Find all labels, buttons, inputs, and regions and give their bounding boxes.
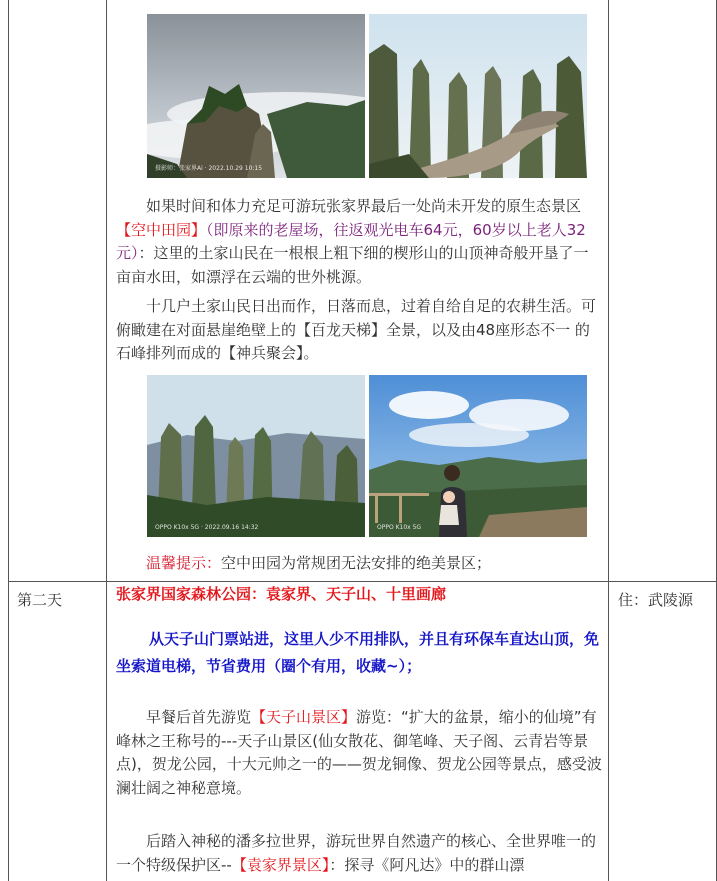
photo-stone-forest-valley [147, 375, 365, 537]
price-info: （即原来的老屋场，往返观光电车64元，60岁以上老人32元） [116, 220, 586, 262]
day2-highlight [116, 626, 602, 680]
paragraph-tianzi-mountain [116, 706, 602, 800]
day-label: 第二天 [17, 591, 63, 609]
paragraph-farming-life [116, 295, 602, 366]
intro-text: 如果时间和体力充足可游玩张家界最后一处尚未开发的原生态景区 [146, 197, 582, 215]
spot-tianzi-mountain: 【天子山景区】 [251, 708, 357, 726]
tip-text: 空中田园为常规团无法安排的绝美景区； [221, 554, 492, 572]
farming-life-text: 十几户土家山民日出而作，日落而息，过着自给自足的农耕生活。可俯瞰建在对面悬崖绝壁上的【百龙天梯】全景，以及由48座形态不一 的石峰排列而成的【神兵聚会】。 [116, 297, 597, 362]
photo-watermark: 摄影师：张家界Ai · 2022.10.29 10:15 [155, 165, 263, 172]
table-border-col2 [608, 0, 609, 881]
highlight-text: 从天子山门票站进，这里人少不用排队，并且有环保车直达山顶，免坐索道电梯，节省费用（圈个有用，收藏~）； [116, 630, 600, 675]
photo-watermark: OPPO K10x 5G · 2022.09.16 14:32 [155, 524, 259, 531]
table-border-col1 [106, 0, 107, 881]
lead-text: 早餐后首先游览 [146, 708, 252, 726]
photo-watermark: OPPO K10x 5G [377, 524, 422, 531]
yuanjiajie-description: ：探寻《阿凡达》中的群山漂 [329, 855, 525, 874]
spot-yuanjiajie: 【袁家界景区】 [231, 855, 330, 874]
description-text: ：这里的土家山民在一根根上粗下细的楔形山的山顶神奇般开垦了一亩亩水田，如漂浮在云端的世外桃源。 [116, 244, 589, 286]
tip-line [146, 552, 602, 576]
photo-cloud-sea-peaks [147, 14, 365, 178]
paragraph-yuanjiajie [116, 830, 602, 877]
photo-visitor-viewpoint [369, 375, 587, 537]
tianzi-description: 游览：“扩大的盆景，缩小的仙境”有峰林之王称号的---天子山景区(仙女散花、御笔峰、天子阁、云青岩等景点)，贺龙公园，十大元帅之一的——贺龙铜像、贺龙公园等景点，感受波澜壮阔之神秘意境。 [116, 708, 602, 797]
photo-sandstone-pillars [369, 14, 587, 178]
day2-title: 张家界国家森林公园：袁家界、天子山、十里画廊 [116, 585, 447, 603]
table-border-left [8, 0, 9, 881]
lead-text: 后踏入神秘的潘多拉世界，游玩世界自然遗产的核心、全世界唯一的一个特级保护区-- [116, 832, 597, 874]
row-divider [8, 581, 717, 582]
tip-label: 温馨提示： [146, 554, 222, 572]
accommodation-label: 住：武陵源 [618, 591, 694, 609]
paragraph-sky-field-intro [116, 195, 602, 289]
spot-sky-field: 【空中田园】 [116, 220, 207, 239]
